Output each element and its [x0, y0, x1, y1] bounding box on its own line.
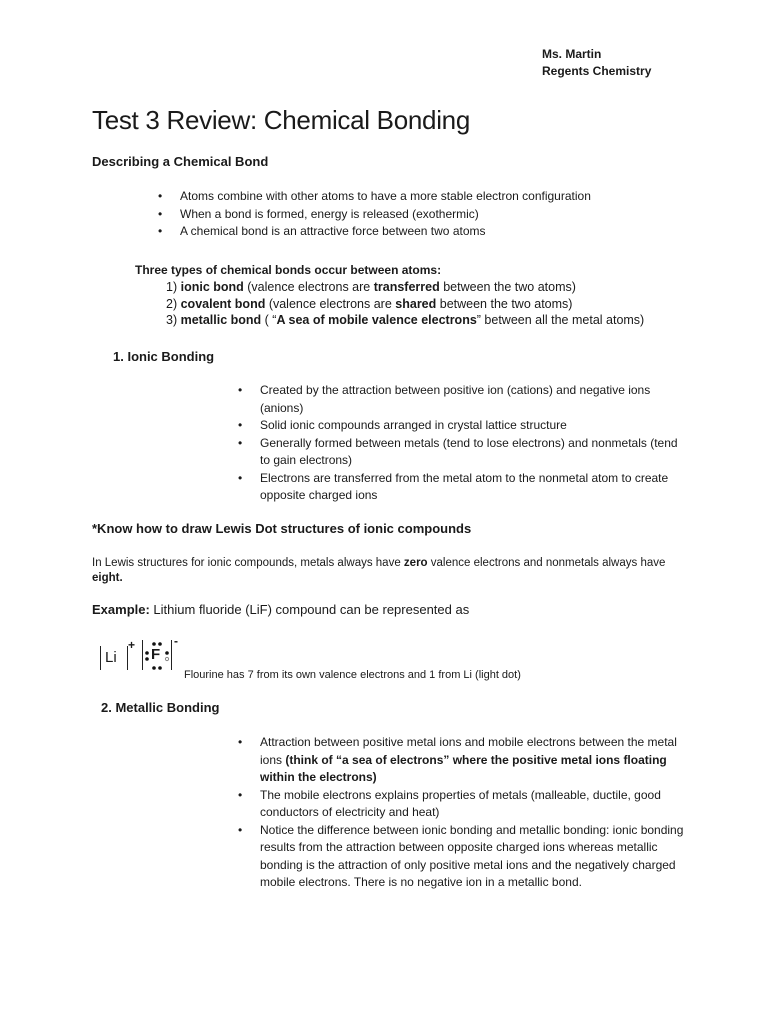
list-item: • A chemical bond is an attractive force between two atoms — [180, 223, 700, 241]
example-line: Example: Lithium fluoride (LiF) compound can be represented as — [92, 602, 470, 617]
bullet-icon: • — [238, 735, 243, 749]
section-heading-lewis: *Know how to draw Lewis Dot structures of ionic compounds — [92, 521, 472, 536]
lewis-caption: Flourine has 7 from its own valence electrons and 1 from Li (light dot) — [184, 669, 521, 681]
types-intro: Three types of chemical bonds occur between atoms: — [135, 263, 442, 277]
li-charge: + — [128, 638, 136, 652]
bullet-icon: • — [158, 224, 163, 238]
f-charge: - — [174, 634, 178, 648]
course-name: Regents Chemistry — [542, 64, 652, 78]
li-symbol: Li — [105, 649, 117, 666]
bullet-icon: • — [238, 383, 243, 397]
list-item: • Attraction between positive metal ions and mobile electrons between the metal ions (think of “a sea of electrons” where the positive metal ions floating within the electrons) — [238, 735, 677, 784]
describing-list — [158, 188, 700, 241]
type-item-ionic: 1) ionic bond (valence electrons are transferred between the two atoms) — [166, 280, 576, 294]
type-item-metallic: 3) metallic bond ( “A sea of mobile valence electrons” between all the metal atoms) — [166, 313, 645, 327]
bullet-icon: • — [238, 470, 243, 485]
list-item: • Electrons are transferred from the metal atom to the nonmetal atom to create opposite charged ions — [238, 470, 669, 502]
section-heading-describing: Describing a Chemical Bond — [92, 154, 269, 169]
section-heading-ionic: 1. Ionic Bonding — [113, 349, 215, 364]
type-item-covalent: 2) covalent bond (valence electrons are shared between the two atoms) — [166, 296, 573, 311]
list-item: • Notice the difference between ionic bonding and metallic bonding: ionic bonding results from the attraction between opposite charged ions whereas metallic bonding is the attraction of only positive metal ions and the negatively charged mobile electrons. There is no negative ion in a metallic bond. — [238, 822, 684, 889]
f-symbol: F — [151, 646, 161, 663]
bullet-icon: • — [238, 822, 243, 837]
list-item: • Created by the attraction between positive ion (cations) and negative ions (anions) — [238, 383, 651, 415]
section-heading-metallic: 2. Metallic Bonding — [101, 700, 220, 715]
list-item: • Atoms combine with other atoms to have a more stable electron configuration — [180, 188, 700, 206]
bullet-icon: • — [238, 418, 243, 432]
page-title: Test 3 Review: Chemical Bonding — [92, 105, 470, 135]
metallic-list — [238, 734, 690, 892]
bullet-icon: • — [238, 435, 243, 450]
list-item: • Generally formed between metals (tend to lose electrons) and nonmetals (tend to gain electrons) — [238, 435, 678, 467]
bullet-icon: • — [238, 787, 243, 802]
lewis-rule: In Lewis structures for ionic compounds, metals always have zero valence electrons and nonmetals always have eight. — [92, 557, 666, 584]
ionic-list — [238, 382, 690, 505]
f-electron-dots — [142, 640, 172, 672]
types-list — [166, 279, 726, 329]
lewis-structure-lif — [96, 636, 186, 676]
list-item: • Solid ionic compounds arranged in crystal lattice structure — [260, 417, 690, 435]
list-item: • The mobile electrons explains properties of metals (malleable, ductile, good conductors of electricity and heat) — [238, 787, 661, 819]
bullet-icon: • — [158, 206, 163, 221]
teacher-block — [542, 46, 651, 80]
bullet-icon: • — [158, 189, 163, 203]
list-item: • When a bond is formed, energy is released (exothermic) — [180, 206, 700, 224]
teacher-name: Ms. Martin — [542, 47, 602, 61]
